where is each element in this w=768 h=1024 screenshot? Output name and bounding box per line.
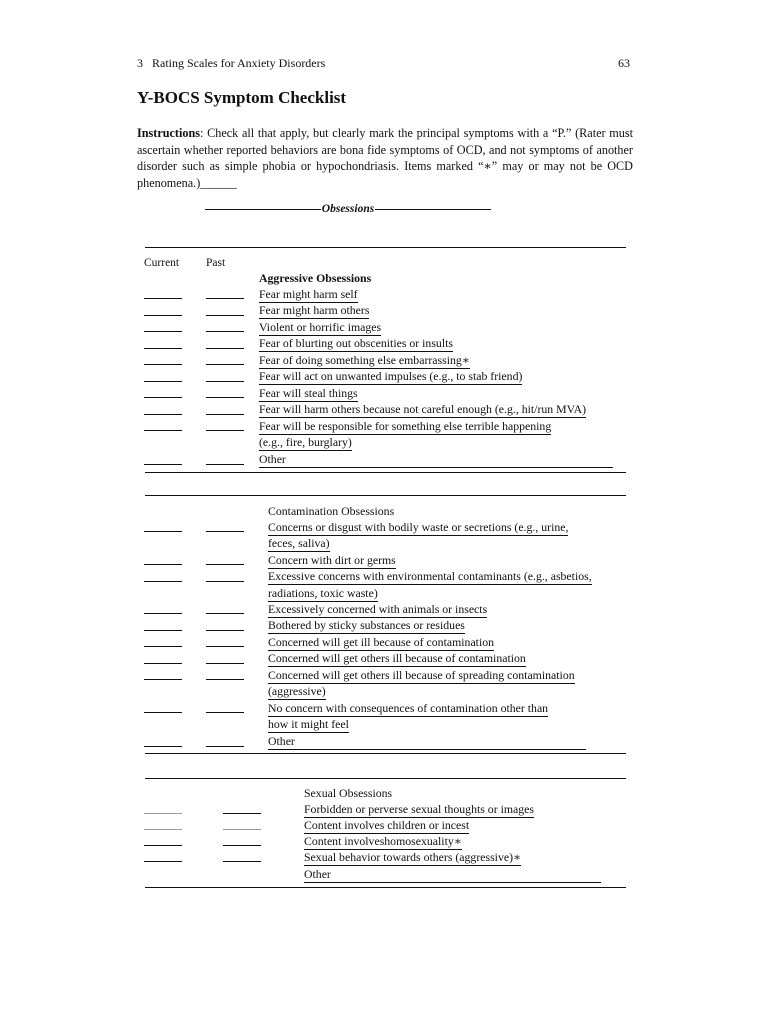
current-checkbox[interactable] (144, 845, 182, 846)
other-item: Other (268, 734, 586, 750)
current-checkbox[interactable] (144, 430, 182, 431)
heading-rule-right (375, 209, 491, 210)
checklist-item: Bothered by sticky substances or residues (268, 618, 465, 632)
other-item: Other (259, 452, 613, 468)
past-checkbox[interactable] (206, 630, 244, 631)
past-checkbox[interactable] (206, 646, 244, 647)
checklist-item-continued: (e.g., fire, burglary) (259, 435, 352, 449)
past-checkbox[interactable] (206, 331, 244, 332)
current-checkbox[interactable] (144, 331, 182, 332)
checklist-item: Fear might harm self (259, 287, 358, 301)
current-checkbox[interactable] (144, 381, 182, 382)
section-rule (145, 247, 626, 248)
checklist-item: No concern with consequences of contamination other than (268, 701, 549, 715)
checklist-item: Fear will act on unwanted impulses (e.g., to stab friend) (259, 369, 523, 383)
checklist-item: Forbidden or perverse sexual thoughts or images (304, 802, 534, 816)
past-checkbox[interactable] (223, 829, 261, 830)
checklist-item-continued: radiations, toxic waste) (268, 586, 378, 600)
instructions-text: : Check all that apply, but clearly mark the principal symptoms with a “P.” (Rater must ascertain whether reported behaviors are bona fide symptoms of OCD, and not symptoms of another disorder such as simple phobia or hypochondriasis. Items marked “∗” may or may not be OCD phenomena.)______ (137, 126, 633, 190)
past-checkbox[interactable] (223, 861, 261, 862)
running-header (137, 56, 325, 71)
past-checkbox[interactable] (206, 712, 244, 713)
chapter-number: 3 (137, 56, 143, 70)
obsessions-heading (205, 203, 491, 215)
past-checkbox[interactable] (206, 663, 244, 664)
checklist-item: Violent or horrific images (259, 320, 382, 334)
checklist-item: Concerned will get ill because of contamination (268, 635, 495, 649)
aggressive-heading: Aggressive Obsessions (259, 271, 372, 285)
past-checkbox[interactable] (206, 315, 244, 316)
checklist-item: Fear might harm others (259, 303, 370, 317)
past-checkbox[interactable] (223, 845, 261, 846)
section-rule (145, 495, 626, 496)
current-checkbox[interactable] (144, 813, 182, 814)
checklist-item: Fear will steal things (259, 386, 358, 400)
past-checkbox[interactable] (206, 397, 244, 398)
section-rule (145, 778, 626, 779)
checklist-item: Fear of blurting out obscenities or insults (259, 336, 453, 350)
checklist-item-continued: how it might feel (268, 717, 349, 731)
checklist-item: Content involves children or incest (304, 818, 470, 832)
checklist-item-continued: (aggressive) (268, 684, 326, 698)
current-checkbox[interactable] (144, 364, 182, 365)
checklist-item: Excessively concerned with animals or insects (268, 602, 488, 616)
current-checkbox[interactable] (144, 613, 182, 614)
obsessions-heading-text: Obsessions (321, 203, 375, 215)
current-checkbox[interactable] (144, 464, 182, 465)
current-checkbox[interactable] (144, 712, 182, 713)
past-checkbox[interactable] (206, 381, 244, 382)
instructions-paragraph (137, 125, 633, 191)
section-rule (145, 472, 626, 473)
past-checkbox[interactable] (206, 564, 244, 565)
current-checkbox[interactable] (144, 298, 182, 299)
past-checkbox[interactable] (206, 464, 244, 465)
past-checkbox[interactable] (206, 531, 244, 532)
section-rule (145, 887, 626, 888)
past-checkbox[interactable] (206, 679, 244, 680)
checklist-item: Fear will be responsible for something else terrible happening (259, 419, 552, 433)
other-item: Other (304, 867, 601, 883)
current-checkbox[interactable] (144, 581, 182, 582)
current-checkbox[interactable] (144, 414, 182, 415)
current-checkbox[interactable] (144, 348, 182, 349)
past-checkbox[interactable] (206, 581, 244, 582)
past-checkbox[interactable] (206, 364, 244, 365)
current-checkbox[interactable] (144, 679, 182, 680)
past-checkbox[interactable] (206, 298, 244, 299)
checklist-item: Content involveshomosexuality∗ (304, 834, 462, 848)
current-checkbox[interactable] (144, 397, 182, 398)
past-checkbox[interactable] (206, 414, 244, 415)
checklist-item: Concern with dirt or germs (268, 553, 396, 567)
sexual-heading: Sexual Obsessions (304, 786, 393, 800)
instructions-label: Instructions (137, 126, 200, 140)
contamination-heading: Contamination Obsessions (268, 504, 395, 518)
current-checkbox[interactable] (144, 663, 182, 664)
past-checkbox[interactable] (223, 813, 261, 814)
past-checkbox[interactable] (206, 348, 244, 349)
section-rule (145, 753, 626, 754)
checklist-item: Excessive concerns with environmental contaminants (e.g., asbetios, (268, 569, 592, 583)
current-checkbox[interactable] (144, 630, 182, 631)
current-checkbox[interactable] (144, 746, 182, 747)
checklist-item: Fear will harm others because not careful enough (e.g., hit/run MVA) (259, 402, 587, 416)
current-checkbox[interactable] (144, 829, 182, 830)
past-checkbox[interactable] (206, 430, 244, 431)
current-checkbox[interactable] (144, 646, 182, 647)
past-checkbox[interactable] (206, 613, 244, 614)
page-number: 63 (618, 56, 630, 70)
checklist-item: Concerned will get others ill because of contamination (268, 651, 526, 665)
current-checkbox[interactable] (144, 315, 182, 316)
past-column-header: Past (206, 257, 226, 269)
page-title: Y-BOCS Symptom Checklist (137, 88, 347, 107)
checklist-item: Fear of doing something else embarrassing∗ (259, 353, 470, 367)
current-checkbox[interactable] (144, 861, 182, 862)
checklist-item: Concerns or disgust with bodily waste or secretions (e.g., urine, (268, 520, 569, 534)
checklist-item-continued: feces, saliva) (268, 536, 330, 550)
checklist-item: Sexual behavior towards others (aggressive)∗ (304, 850, 522, 864)
past-checkbox[interactable] (206, 746, 244, 747)
checklist-item: Concerned will get others ill because of spreading contamination (268, 668, 575, 682)
chapter-title: Rating Scales for Anxiety Disorders (152, 56, 326, 70)
current-checkbox[interactable] (144, 531, 182, 532)
current-column-header: Current (144, 257, 180, 269)
current-checkbox[interactable] (144, 564, 182, 565)
heading-rule-left (205, 209, 321, 210)
